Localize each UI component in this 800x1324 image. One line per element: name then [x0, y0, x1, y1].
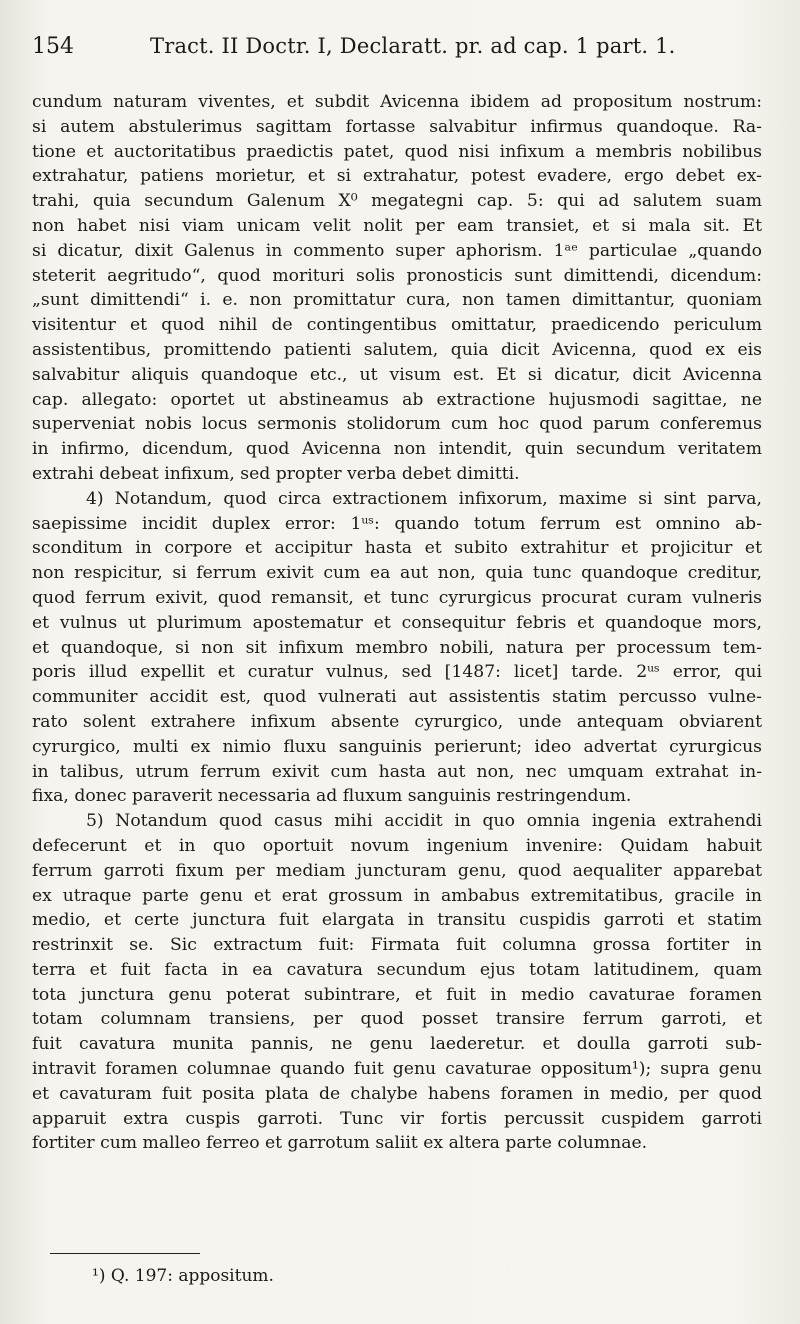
running-head: Tract. II Doctr. I, Declaratt. pr. ad cap. 1 part. 1.: [150, 34, 676, 58]
text-line: superveniat nobis locus sermonis stolidorum cum hoc quod parum conferemus: [32, 414, 762, 435]
text-line: medio, et certe junctura fuit elargata in transitu cuspidis garroti et statim: [32, 910, 762, 931]
text-line: restrinxit se. Sic extractum fuit: Firmata fuit columna grossa fortiter in: [32, 935, 762, 956]
text-line: sconditum in corpore et accipitur hasta et subito extrahitur et projicitur et: [32, 538, 762, 559]
text-line: 5) Notandum quod casus mihi accidit in quo omnia ingenia extrahendi: [86, 811, 762, 832]
text-line: visitentur et quod nihil de contingentibus omittatur, praedicendo periculum: [32, 315, 762, 336]
page-number: 154: [32, 34, 74, 59]
text-line: totam columnam transiens, per quod posset transire ferrum garroti, et: [32, 1009, 762, 1030]
text-line: tione et auctoritatibus praedictis patet, quod nisi infixum a membris nobilibus: [32, 141, 762, 162]
text-line: ex utraque parte genu et erat grossum in ambabus extremitatibus, gracile in: [32, 885, 762, 906]
text-line: trahi, quia secundum Galenum X⁰ megategni cap. 5: qui ad salutem suam: [32, 191, 762, 212]
text-line: extrahi debeat infixum, sed propter verba debet dimitti.: [32, 463, 520, 484]
text-line: ferrum garroti fixum per mediam juncturam genu, quod aequaliter apparebat: [32, 860, 762, 881]
text-line: fixa, donec paraverit necessaria ad fluxum sanguinis restringendum.: [32, 786, 632, 807]
text-line: defecerunt et in quo oportuit novum ingenium invenire: Quidam habuit: [32, 835, 762, 856]
text-line: 4) Notandum, quod circa extractionem infixorum, maxime si sint parva,: [86, 488, 762, 509]
text-line: saepissime incidit duplex error: 1ᵘˢ: quando totum ferrum est omnino ab-: [32, 513, 762, 534]
text-line: apparuit extra cuspis garroti. Tunc vir fortis percussit cuspidem garroti: [32, 1108, 762, 1129]
text-line: terra et fuit facta in ea cavatura secundum ejus totam latitudinem, quam: [32, 959, 762, 980]
text-line: „sunt dimittendi“ i. e. non promittatur cura, non tamen dimittantur, quoniam: [32, 290, 762, 311]
body-text: [32, 90, 762, 1156]
text-line: et cavaturam fuit posita plata de chalybe habens foramen in medio, per quod: [32, 1083, 762, 1104]
footnote: ¹) Q. 197: appositum.: [92, 1266, 274, 1286]
text-line: fortiter cum malleo ferreo et garrotum saliit ex altera parte columnae.: [32, 1133, 648, 1154]
text-line: fuit cavatura munita pannis, ne genu laederetur. et doulla garroti sub-: [32, 1034, 762, 1055]
text-line: cundum naturam viventes, et subdit Avicenna ibidem ad propositum nostrum:: [32, 92, 762, 112]
text-line: extrahatur, patiens morietur, et si extrahatur, potest evadere, ergo debet ex-: [32, 166, 762, 187]
paragraph-2: [32, 487, 762, 809]
text-line: intravit foramen columnae quando fuit genu cavaturae oppositum¹); supra genu: [32, 1059, 762, 1080]
page-header: [32, 34, 760, 66]
text-line: communiter accidit est, quod vulnerati aut assistentis statim percusso vulne-: [32, 687, 762, 708]
text-line: poris illud expellit et curatur vulnus, sed [1487: licet] tarde. 2ᵘˢ error, qui: [32, 662, 762, 683]
text-line: steterit aegritudo“, quod morituri solis pronosticis sunt dimittendi, dicendum:: [32, 265, 762, 286]
text-line: salvabitur aliquis quandoque etc., ut visum est. Et si dicatur, dicit Avicenna: [32, 364, 762, 385]
text-line: rato solent extrahere infixum absente cyrurgico, unde antequam obviarent: [32, 711, 762, 732]
paragraph-1: [32, 90, 762, 487]
footnote-rule: [50, 1253, 200, 1254]
text-line: et vulnus ut plurimum apostematur et consequitur febris et quandoque mors,: [32, 612, 762, 633]
text-line: in talibus, utrum ferrum exivit cum hasta aut non, nec umquam extrahat in-: [32, 761, 762, 782]
text-line: quod ferrum exivit, quod remansit, et tunc cyrurgicus procurat curam vulneris: [32, 587, 762, 608]
text-line: si autem abstulerimus sagittam fortasse salvabitur infirmus quandoque. Ra-: [32, 116, 762, 137]
text-line: non habet nisi viam unicam velit nolit per eam transiet, et si mala sit. Et: [32, 215, 762, 236]
text-line: cap. allegato: oportet ut abstineamus ab extractione hujusmodi sagittae, ne: [32, 389, 762, 410]
text-line: et quandoque, si non sit infixum membro nobili, natura per processum tem-: [32, 637, 762, 658]
text-line: non respicitur, si ferrum exivit cum ea aut non, quia tunc quandoque creditur,: [32, 563, 762, 584]
paragraph-3: [32, 809, 762, 1156]
text-line: si dicatur, dixit Galenus in commento super aphorism. 1ᵃᵉ particulae „quando: [32, 240, 762, 261]
text-line: assistentibus, promittendo patienti salutem, quia dicit Avicenna, quod ex eis: [32, 339, 762, 360]
text-line: tota junctura genu poterat subintrare, et fuit in medio cavaturae foramen: [32, 984, 762, 1005]
text-line: cyrurgico, multi ex nimio fluxu sanguinis perierunt; ideo advertat cyrurgicus: [32, 736, 762, 757]
text-line: in infirmo, dicendum, quod Avicenna non intendit, quin secundum veritatem: [32, 439, 762, 460]
